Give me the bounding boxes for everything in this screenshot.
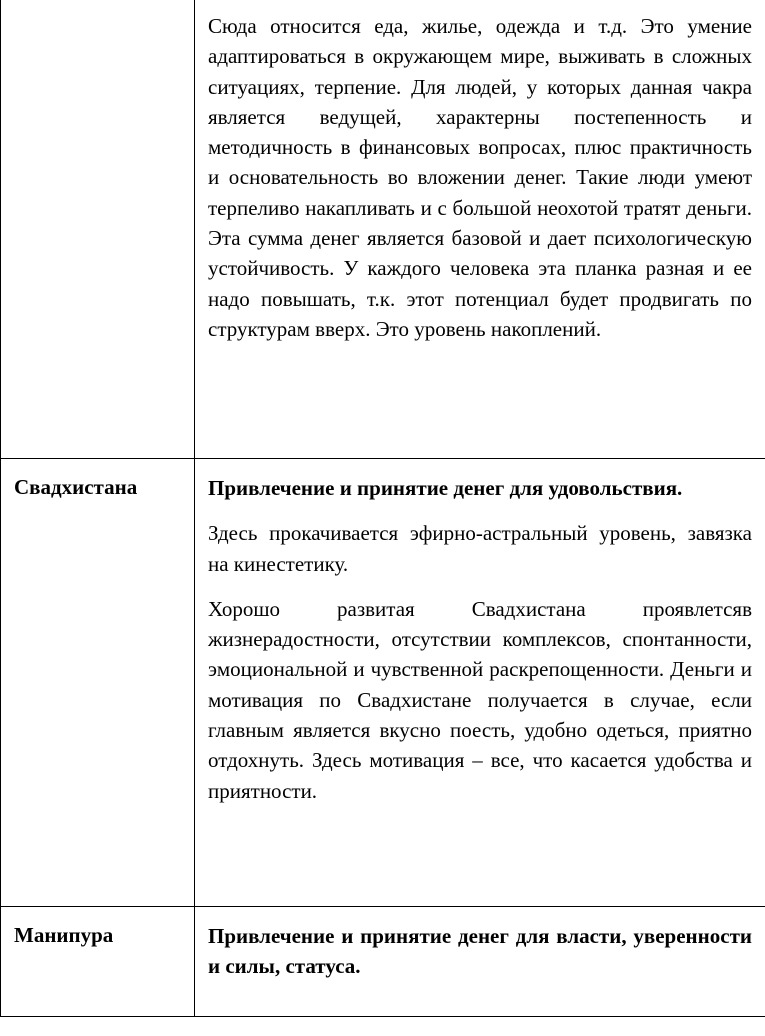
table-row: [1, 459, 765, 907]
chakra-name-cell: Свадхистана: [1, 459, 195, 907]
table-row: [1, 907, 765, 1017]
chakra-description-cell: [195, 0, 765, 459]
chakra-name-cell: Манипура: [1, 907, 195, 1017]
description-paragraph: Хорошо развитая Свадхистана проявлетсяв жизнерадостности, отсутствии комплексов, спонтанности, эмоциональной и чувственной раскрепощенности. Деньги и мотивация по Свадхистане получается в случае, если главным является вкусно поесть, удобно одеться, приятно отдохнуть. Здесь мотивация – все, что касается удобства и приятности.: [208, 596, 752, 803]
description-paragraph: Сюда относится еда, жилье, одежда и т.д. Это умение адаптироваться в окружающем мире, выживать в сложных ситуациях, терпение. Для людей, у которых данная чакра является ведущей, характерны постепенность и методичность в финансовых вопросах, плюс практичность и основательность во вложении денег. Такие люди умеют терпеливо накапливать и с большой неохотой тратят деньги. Эта сумма денег является базовой и дает психологическую устойчивость. У каждого человека эта планка разная и ее надо повышать, т.к. этот потенциал будет продвигать по структурам вверх. Это уровень накоплений.: [208, 14, 752, 341]
description-paragraph: Здесь прокачивается эфирно-астральный уровень, завязка на кинестетику.: [208, 521, 752, 576]
chakra-description-cell: [195, 459, 765, 907]
description-heading: Привлечение и принятие денег для удовольствия.: [208, 476, 683, 500]
table-row: [1, 0, 765, 459]
chakra-name-cell: [1, 0, 195, 459]
description-heading: Привлечение и принятие денег для власти, уверенности и силы, статуса.: [208, 924, 752, 979]
chakra-description-cell: [195, 907, 765, 1017]
